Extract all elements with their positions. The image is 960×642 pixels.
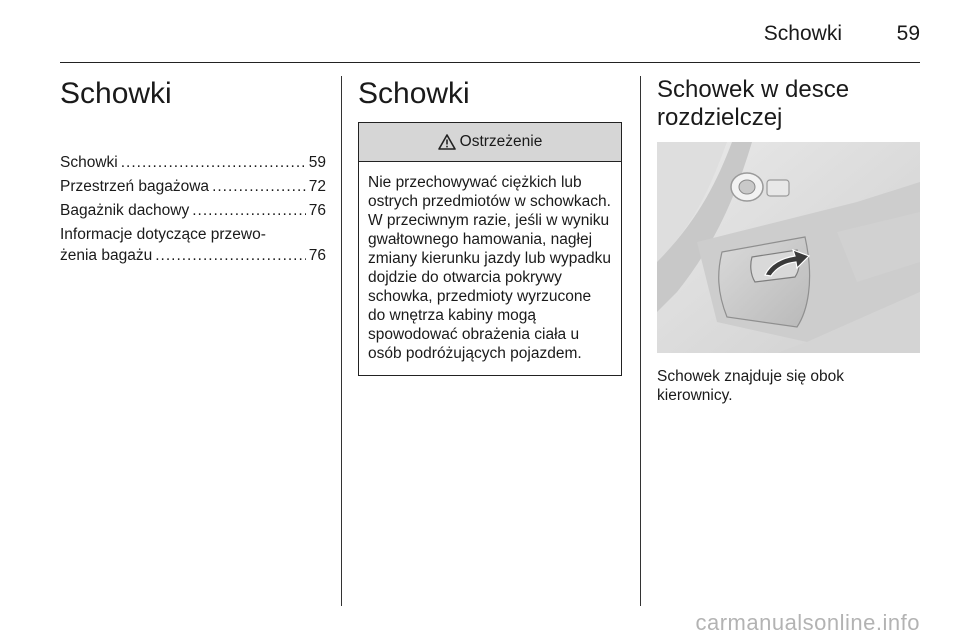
glovebox-illustration <box>657 142 920 353</box>
toc-entry-label-line1: Informacje dotyczące przewo- <box>60 226 266 243</box>
toc-entry[interactable] <box>60 200 326 221</box>
toc-entry-label: Schowki <box>60 154 118 171</box>
table-of-contents <box>60 152 326 266</box>
warning-title: Ostrzeżenie <box>459 133 543 150</box>
subsection-heading: Schowek w desce rozdzielczej <box>657 76 850 131</box>
toc-entry-page: 59 <box>308 154 326 171</box>
toc-entry-label: Przestrzeń bagażowa <box>60 178 210 195</box>
toc-entry-page: 76 <box>308 247 326 264</box>
toc-leader-dots <box>121 152 306 173</box>
toc-entry-page: 72 <box>308 178 326 195</box>
toc-entry-label-line2: żenia bagażu <box>60 247 153 264</box>
column-divider-right <box>640 76 641 606</box>
toc-entry[interactable] <box>60 176 326 197</box>
column-toc <box>60 76 326 269</box>
toc-entry-multiline[interactable] <box>60 224 326 266</box>
toc-entry-line2 <box>60 245 326 266</box>
warning-triangle-icon <box>438 134 456 150</box>
column-divider-left <box>341 76 342 606</box>
toc-entry-page: 76 <box>308 202 326 219</box>
column-glovebox <box>657 76 920 405</box>
warning-box <box>358 122 622 376</box>
page-header <box>60 0 920 63</box>
section-heading: Schowki <box>358 77 470 110</box>
image-caption: Schowek znajduje się obok kierownicy. <box>657 368 844 404</box>
header-title: Schowki <box>763 22 842 45</box>
toc-leader-dots <box>212 176 306 197</box>
column-warning <box>358 76 624 376</box>
toc-entry-label: Bagażnik dachowy <box>60 202 190 219</box>
toc-entry[interactable] <box>60 152 326 173</box>
toc-leader-dots <box>192 200 306 221</box>
toc-leader-dots <box>155 245 306 266</box>
section-heading: Schowki <box>60 77 172 110</box>
page-number: 59 <box>896 22 920 45</box>
warning-header <box>359 123 621 162</box>
watermark: carmanualsonline.info <box>695 610 920 635</box>
warning-text: Nie przechowywać ciężkich lub ostrych przedmiotów w schowkach. W przeciwnym razie, jeśli w wyniku gwałtownego hamowania, nagłej zmiany kierunku jazdy lub wypadku dojdzie do otwarcia pokrywy schowka, przedmioty wyrzucone do wnętrza kabiny mogą spowodować obrażenia ciała u osób podróżujących pojazdem. <box>368 174 611 362</box>
